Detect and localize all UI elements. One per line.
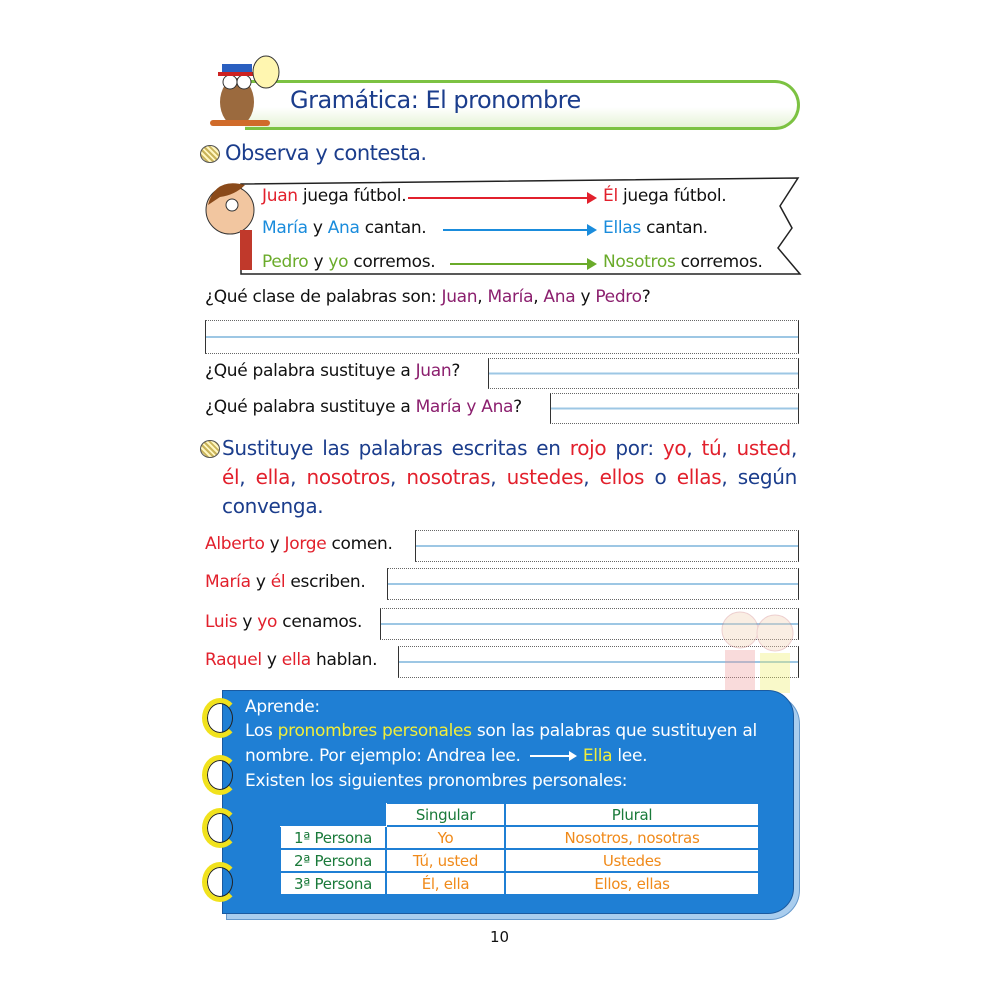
owl-mascot-icon — [210, 52, 280, 130]
example-result — [603, 252, 763, 272]
text-segment: rojo — [569, 436, 607, 460]
text-segment: , — [721, 436, 737, 460]
table-cell: Ellos, ellas — [505, 872, 759, 895]
table-cell: 1ª Persona — [280, 826, 386, 849]
spiral-ring-icon — [202, 755, 238, 795]
text-segment: usted — [736, 436, 791, 460]
exercise-sentence — [205, 534, 393, 554]
table-header: Singular — [386, 803, 505, 826]
question-1: ¿Qué clase de palabras son: Juan, María, Ana y Pedro? — [205, 287, 651, 307]
bullet-icon — [200, 145, 220, 163]
table-cell: Tú, usted — [386, 849, 505, 872]
learn-line-2: nombre. Por ejemplo: Andrea lee. Ella lee. — [245, 746, 648, 766]
text-segment: juega fútbol. — [617, 186, 727, 206]
table-row — [280, 849, 759, 872]
text-segment: corremos. — [348, 252, 436, 272]
text-segment: y — [237, 612, 258, 632]
text-segment: Jorge — [284, 534, 327, 554]
text-segment: ellos — [599, 465, 645, 489]
text-segment: Ellas — [603, 218, 641, 238]
text-segment: tú — [701, 436, 722, 460]
answer-field-2[interactable] — [488, 358, 799, 389]
answer-field[interactable] — [415, 530, 799, 562]
text-segment: Raquel — [205, 650, 262, 670]
learn-heading: Aprende: — [245, 697, 320, 717]
pronoun-table — [279, 802, 760, 896]
text-segment: , — [790, 436, 797, 460]
text-segment: nosotros — [306, 465, 390, 489]
arrow-icon — [443, 229, 595, 231]
exercise-sentence — [205, 612, 362, 632]
text-segment: escriben. — [285, 572, 366, 592]
text-segment: Luis — [205, 612, 238, 632]
section-heading-substitute — [222, 434, 797, 521]
table-row — [280, 872, 759, 895]
text-segment: y — [250, 572, 271, 592]
text-segment: yo — [257, 612, 278, 632]
question-3: ¿Qué palabra sustituye a María y Ana? — [205, 397, 522, 417]
section-heading-observe: Observa y contesta. — [225, 141, 427, 165]
text-segment: María — [205, 572, 251, 592]
text-segment: , — [583, 465, 600, 489]
text-segment: ella — [255, 465, 291, 489]
text-segment: y — [307, 218, 328, 238]
text-segment: , según convenga. — [222, 465, 797, 518]
table-cell: Él, ella — [386, 872, 505, 895]
text-segment: ellas — [676, 465, 722, 489]
text-segment: , — [686, 436, 702, 460]
text-segment: él — [222, 465, 240, 489]
learn-line-1: Los pronombres personales son las palabras que sustituyen al — [245, 721, 757, 741]
text-segment: Sustituye las palabras escritas en — [222, 436, 570, 460]
text-segment: y — [264, 534, 285, 554]
text-segment: María — [262, 218, 308, 238]
text-segment: ella — [281, 650, 311, 670]
table-cell: Nosotros, nosotras — [505, 826, 759, 849]
text-segment: cenamos. — [277, 612, 363, 632]
text-segment: Nosotros — [603, 252, 676, 272]
table-cell: Yo — [386, 826, 505, 849]
answer-field-3[interactable] — [550, 393, 799, 424]
arrow-icon — [408, 197, 595, 199]
spiral-ring-icon — [202, 698, 238, 738]
bullet-icon — [200, 440, 220, 458]
text-segment: , — [389, 465, 407, 489]
table-cell: 2ª Persona — [280, 849, 386, 872]
table-row — [280, 826, 759, 849]
example-result — [603, 186, 726, 206]
arrow-icon — [450, 263, 595, 265]
text-segment: , — [290, 465, 307, 489]
spiral-ring-icon — [202, 808, 238, 848]
question-2: ¿Qué palabra sustituye a Juan? — [205, 361, 461, 381]
table-cell: 3ª Persona — [280, 872, 386, 895]
spiral-ring-icon — [202, 862, 238, 902]
text-segment: cantan. — [359, 218, 427, 238]
text-segment: , — [490, 465, 507, 489]
exercise-sentence — [205, 650, 377, 670]
exercise-sentence — [205, 572, 366, 592]
text-segment: él — [270, 572, 286, 592]
text-segment: ustedes — [506, 465, 584, 489]
text-segment: por: — [606, 436, 663, 460]
page-number: 10 — [490, 928, 510, 946]
text-segment: yo — [328, 252, 349, 272]
page-title: Gramática: El pronombre — [290, 86, 581, 114]
text-segment: corremos. — [675, 252, 763, 272]
example-sentence — [262, 186, 406, 206]
arrow-icon — [530, 755, 574, 757]
text-segment: , — [239, 465, 256, 489]
text-segment: y — [308, 252, 329, 272]
table-header: Plural — [505, 803, 759, 826]
boy-peeking-icon — [200, 175, 260, 275]
table-cell: Ustedes — [505, 849, 759, 872]
text-segment: Alberto — [205, 534, 265, 554]
text-segment: comen. — [326, 534, 393, 554]
children-illustration-icon — [715, 605, 800, 695]
text-segment: Él — [603, 186, 618, 206]
text-segment: nosotras — [406, 465, 491, 489]
example-result — [603, 218, 708, 238]
text-segment: hablan. — [310, 650, 378, 670]
answer-field-1[interactable] — [205, 320, 799, 354]
text-segment: o — [644, 465, 677, 489]
text-segment: y — [261, 650, 282, 670]
answer-field[interactable] — [387, 568, 799, 600]
text-segment: juega fútbol. — [297, 186, 407, 206]
text-segment: yo — [662, 436, 687, 460]
text-segment: cantan. — [640, 218, 708, 238]
text-segment: Juan — [262, 186, 298, 206]
text-segment: Ana — [327, 218, 360, 238]
learn-line-3: Existen los siguientes pronombres personales: — [245, 771, 628, 791]
example-sentence — [262, 252, 435, 272]
example-sentence — [262, 218, 426, 238]
text-segment: Pedro — [262, 252, 309, 272]
